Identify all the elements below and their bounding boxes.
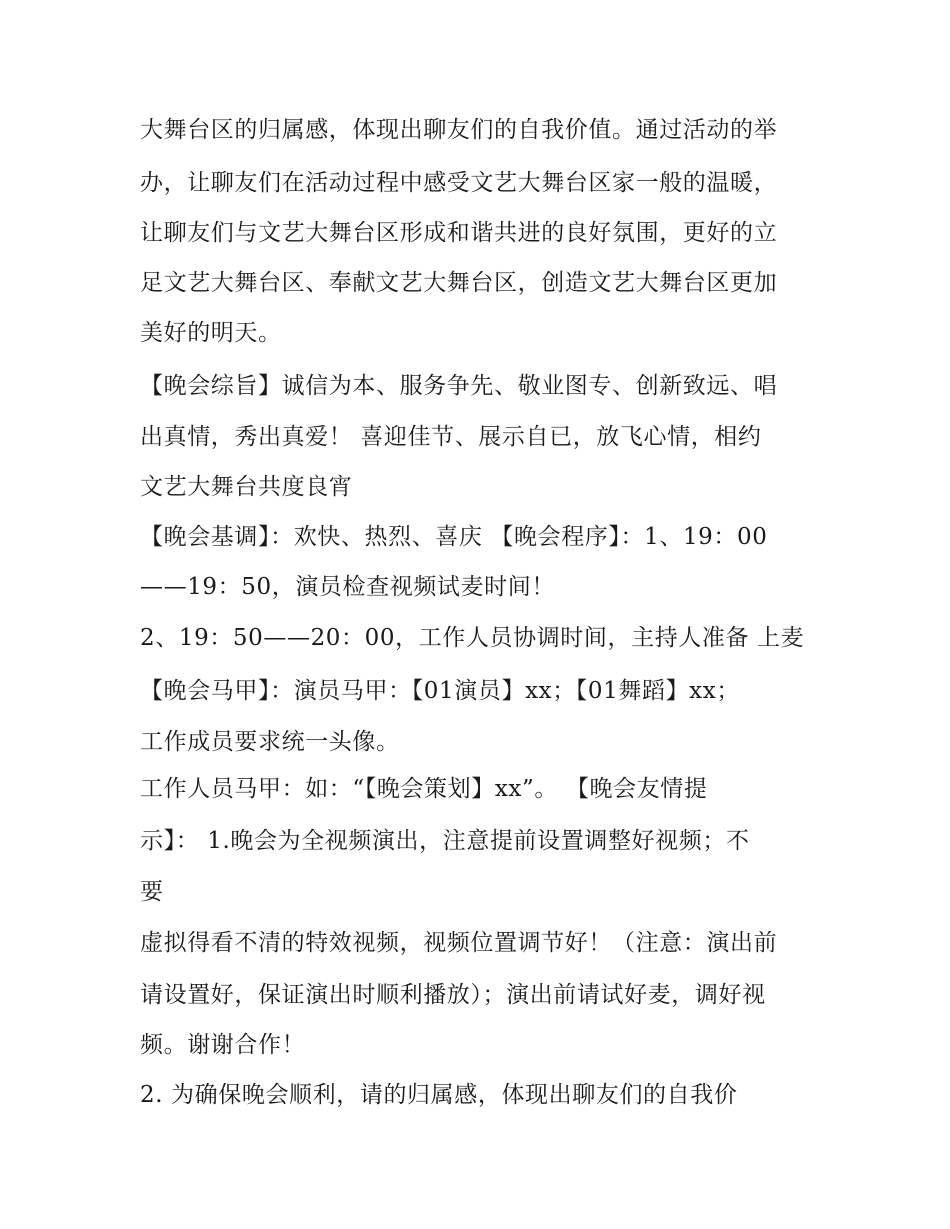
text-line: 办，让聊友们在活动过程中感受文艺大舞台区家一般的温暖， <box>140 170 778 196</box>
text-line: 【晚会综旨】诚信为本、服务争先、敬业图专、创新致远、唱 <box>140 373 778 399</box>
text-line: 【晚会基调】：欢快、热烈、喜庆 【晚会程序】：1、19：00 <box>140 524 768 550</box>
text-line: 请设置好，保证演出时顺利播放）；演出前请试好麦，调好视 <box>140 982 766 1008</box>
text-line: 工作人员马甲：如：“【晚会策划】xx”。 【晚会友情提 <box>140 776 708 802</box>
text-line: 足文艺大舞台区、奉献文艺大舞台区，创造文艺大舞台区更加 <box>140 270 778 296</box>
text-line: 【晚会马甲】：演员马甲：【01演员】xx；【01舞蹈】xx； <box>140 678 740 704</box>
text-line: 2、19：50——20：00，工作人员协调时间，主持人准备 上麦 <box>140 625 805 651</box>
text-line: 要 <box>140 879 164 905</box>
text-line: 频。谢谢合作！ <box>140 1032 306 1058</box>
text-line: 让聊友们与文艺大舞台区形成和谐共进的良好氛围，更好的立 <box>140 220 778 246</box>
text-line: 美好的明天。 <box>140 320 282 346</box>
text-line: ——19：50，演员检查视频试麦时间！ <box>140 574 555 600</box>
text-line: 文艺大舞台共度良宵 <box>140 474 353 500</box>
text-line: 2. 为确保晚会顺利，请的归属感，体现出聊友们的自我价 <box>140 1082 738 1108</box>
text-line: 大舞台区的归属感，体现出聊友们的自我价值。通过活动的举 <box>140 117 778 143</box>
text-line: 虚拟得看不清的特效视频，视频位置调节好！（注意：演出前 <box>140 930 778 956</box>
text-line: 出真情，秀出真爱！ 喜迎佳节、展示自已，放飞心情，相约 <box>140 424 762 450</box>
text-line: 示】： 1.晚会为全视频演出，注意提前设置调整好视频；不 <box>140 828 750 854</box>
text-line: 工作成员要求统一头像。 <box>140 729 400 755</box>
